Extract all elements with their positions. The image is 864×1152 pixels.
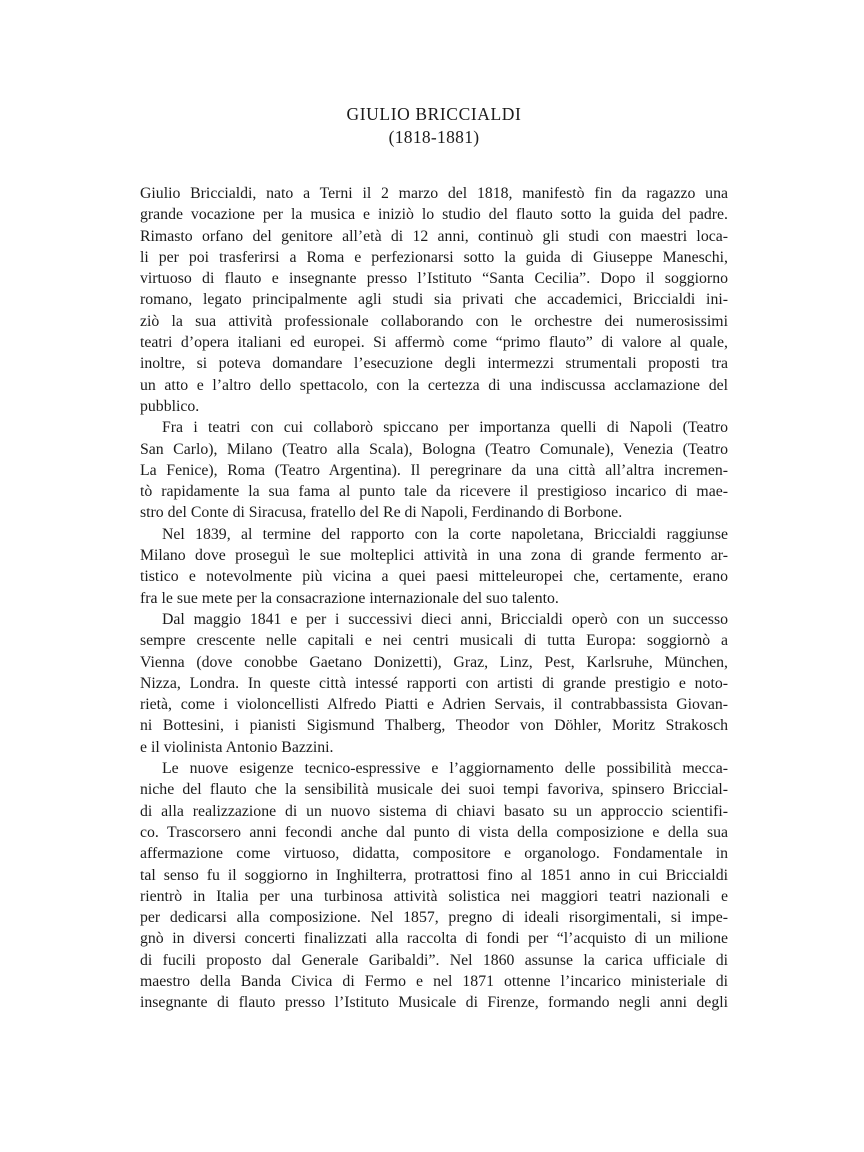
- text-line: niche del flauto che la sensibilità musicale dei suoi tempi favoriva, spinsero Briccial-: [140, 781, 728, 799]
- text-block: [140, 103, 728, 1014]
- text-line: di fucili proposto dal Generale Garibaldi”. Nel 1860 assunse la carica ufficiale di: [140, 951, 728, 969]
- text-line: tò rapidamente la sua fama al punto tale da ricevere il prestigioso incarico di mae-: [140, 483, 728, 501]
- page-title: GIULIO BRICCIALDI: [346, 104, 522, 124]
- text-line: Fra i teatri con cui collaborò spiccano per importanza quelli di Napoli (Teatro: [162, 419, 728, 437]
- text-line: affermazione come virtuoso, didatta, compositore e organologo. Fondamentale in: [140, 845, 728, 863]
- text-line: fra le sue mete per la consacrazione internazionale del suo talento.: [140, 589, 559, 607]
- text-line: maestro della Banda Civica di Fermo e nel 1871 ottenne l’incarico ministeriale di: [140, 972, 728, 990]
- text-line: tal senso fu il soggiorno in Inghilterra, protrattosi fino al 1851 anno in cui Briccialdi: [140, 866, 728, 884]
- text-line: La Fenice), Roma (Teatro Argentina). Il peregrinare da una città all’altra incremen-: [140, 461, 728, 479]
- text-line: sempre crescente nelle capitali e nei centri musicali di tutta Europa: soggiornò a: [140, 632, 728, 650]
- text-line: di alla realizzazione di un nuovo sistema di chiavi basato su un approccio scientifi-: [140, 802, 728, 820]
- text-line: San Carlo), Milano (Teatro alla Scala), Bologna (Teatro Comunale), Venezia (Teatro: [140, 440, 728, 458]
- text-line: e il violinista Antonio Bazzini.: [140, 738, 334, 756]
- text-line: Rimasto orfano del genitore all’età di 12 anni, continuò gli studi con maestri loca-: [140, 227, 728, 245]
- text-line: teatri d’opera italiani ed europei. Si affermò come “primo flauto” di valore al quale,: [140, 334, 728, 352]
- page-subtitle: (1818-1881): [388, 127, 480, 147]
- text-line: Giulio Briccialdi, nato a Terni il 2 marzo del 1818, manifestò fin da ragazzo una: [140, 185, 728, 202]
- text-line: rientrò in Italia per una turbinosa attività solistica nei maggiori teatri nazionali e: [140, 887, 728, 905]
- text-line: grande vocazione per la musica e iniziò lo studio del flauto sotto la guida del padre.: [140, 206, 728, 224]
- text-line: co. Trascorsero anni fecondi anche dal punto di vista della composizione e della sua: [140, 823, 728, 841]
- text-line: virtuoso di flauto e insegnante presso l’Istituto “Santa Cecilia”. Dopo il soggiorno: [140, 270, 728, 288]
- text-line: ni Bottesini, i pianisti Sigismund Thalberg, Theodor von Döhler, Moritz Strakosch: [140, 717, 728, 735]
- text-line: inoltre, si poteva domandare l’esecuzione degli intermezzi strumentali proposti tra: [140, 355, 728, 373]
- text-line: romano, legato principalmente agli studi sia privati che accademici, Briccialdi ini-: [140, 291, 728, 309]
- text-line: Le nuove esigenze tecnico-espressive e l’aggiornamento delle possibilità mecca-: [162, 760, 728, 778]
- text-line: Dal maggio 1841 e per i successivi dieci anni, Briccialdi operò con un successo: [162, 610, 728, 628]
- text-line: Nizza, Londra. In queste città intessé rapporti con artisti di grande prestigio e noto-: [140, 674, 728, 692]
- text-line: un atto e l’altro dello spettacolo, con la certezza di una indiscussa acclamazione del: [140, 376, 728, 394]
- text-line: tistico e notevolmente più vicina a quei paesi mitteleuropei che, certamente, erano: [140, 568, 728, 586]
- text-line: Nel 1839, al termine del rapporto con la corte napoletana, Briccialdi raggiunse: [162, 525, 728, 543]
- text-line: gnò in diversi concerti finalizzati alla raccolta di fondi per “l’acquisto di un milione: [140, 930, 728, 948]
- document-body: [140, 183, 728, 1014]
- text-line: rietà, come i violoncellisti Alfredo Piatti e Adrien Servais, il contrabbassista Giovan-: [140, 696, 728, 714]
- text-line: pubblico.: [140, 397, 200, 415]
- text-line: insegnante di flauto presso l’Istituto Musicale di Firenze, formando negli anni degli: [140, 994, 728, 1012]
- text-line: per dedicarsi alla composizione. Nel 1857, pregno di ideali risorgimentali, si impe-: [140, 909, 728, 927]
- text-line: stro del Conte di Siracusa, fratello del Re di Napoli, Ferdinando di Borbone.: [140, 504, 623, 522]
- text-line: ziò la sua attività professionale collaborando con le orchestre dei numerosissimi: [140, 312, 728, 330]
- text-line: li per poi trasferirsi a Roma e perfezionarsi sotto la guida di Giuseppe Maneschi,: [140, 248, 728, 266]
- text-line: Milano dove proseguì le sue molteplici attività in una zona di grande fermento ar-: [140, 547, 728, 565]
- text-line: Vienna (dove conobbe Gaetano Donizetti), Graz, Linz, Pest, Karlsruhe, München,: [140, 653, 728, 671]
